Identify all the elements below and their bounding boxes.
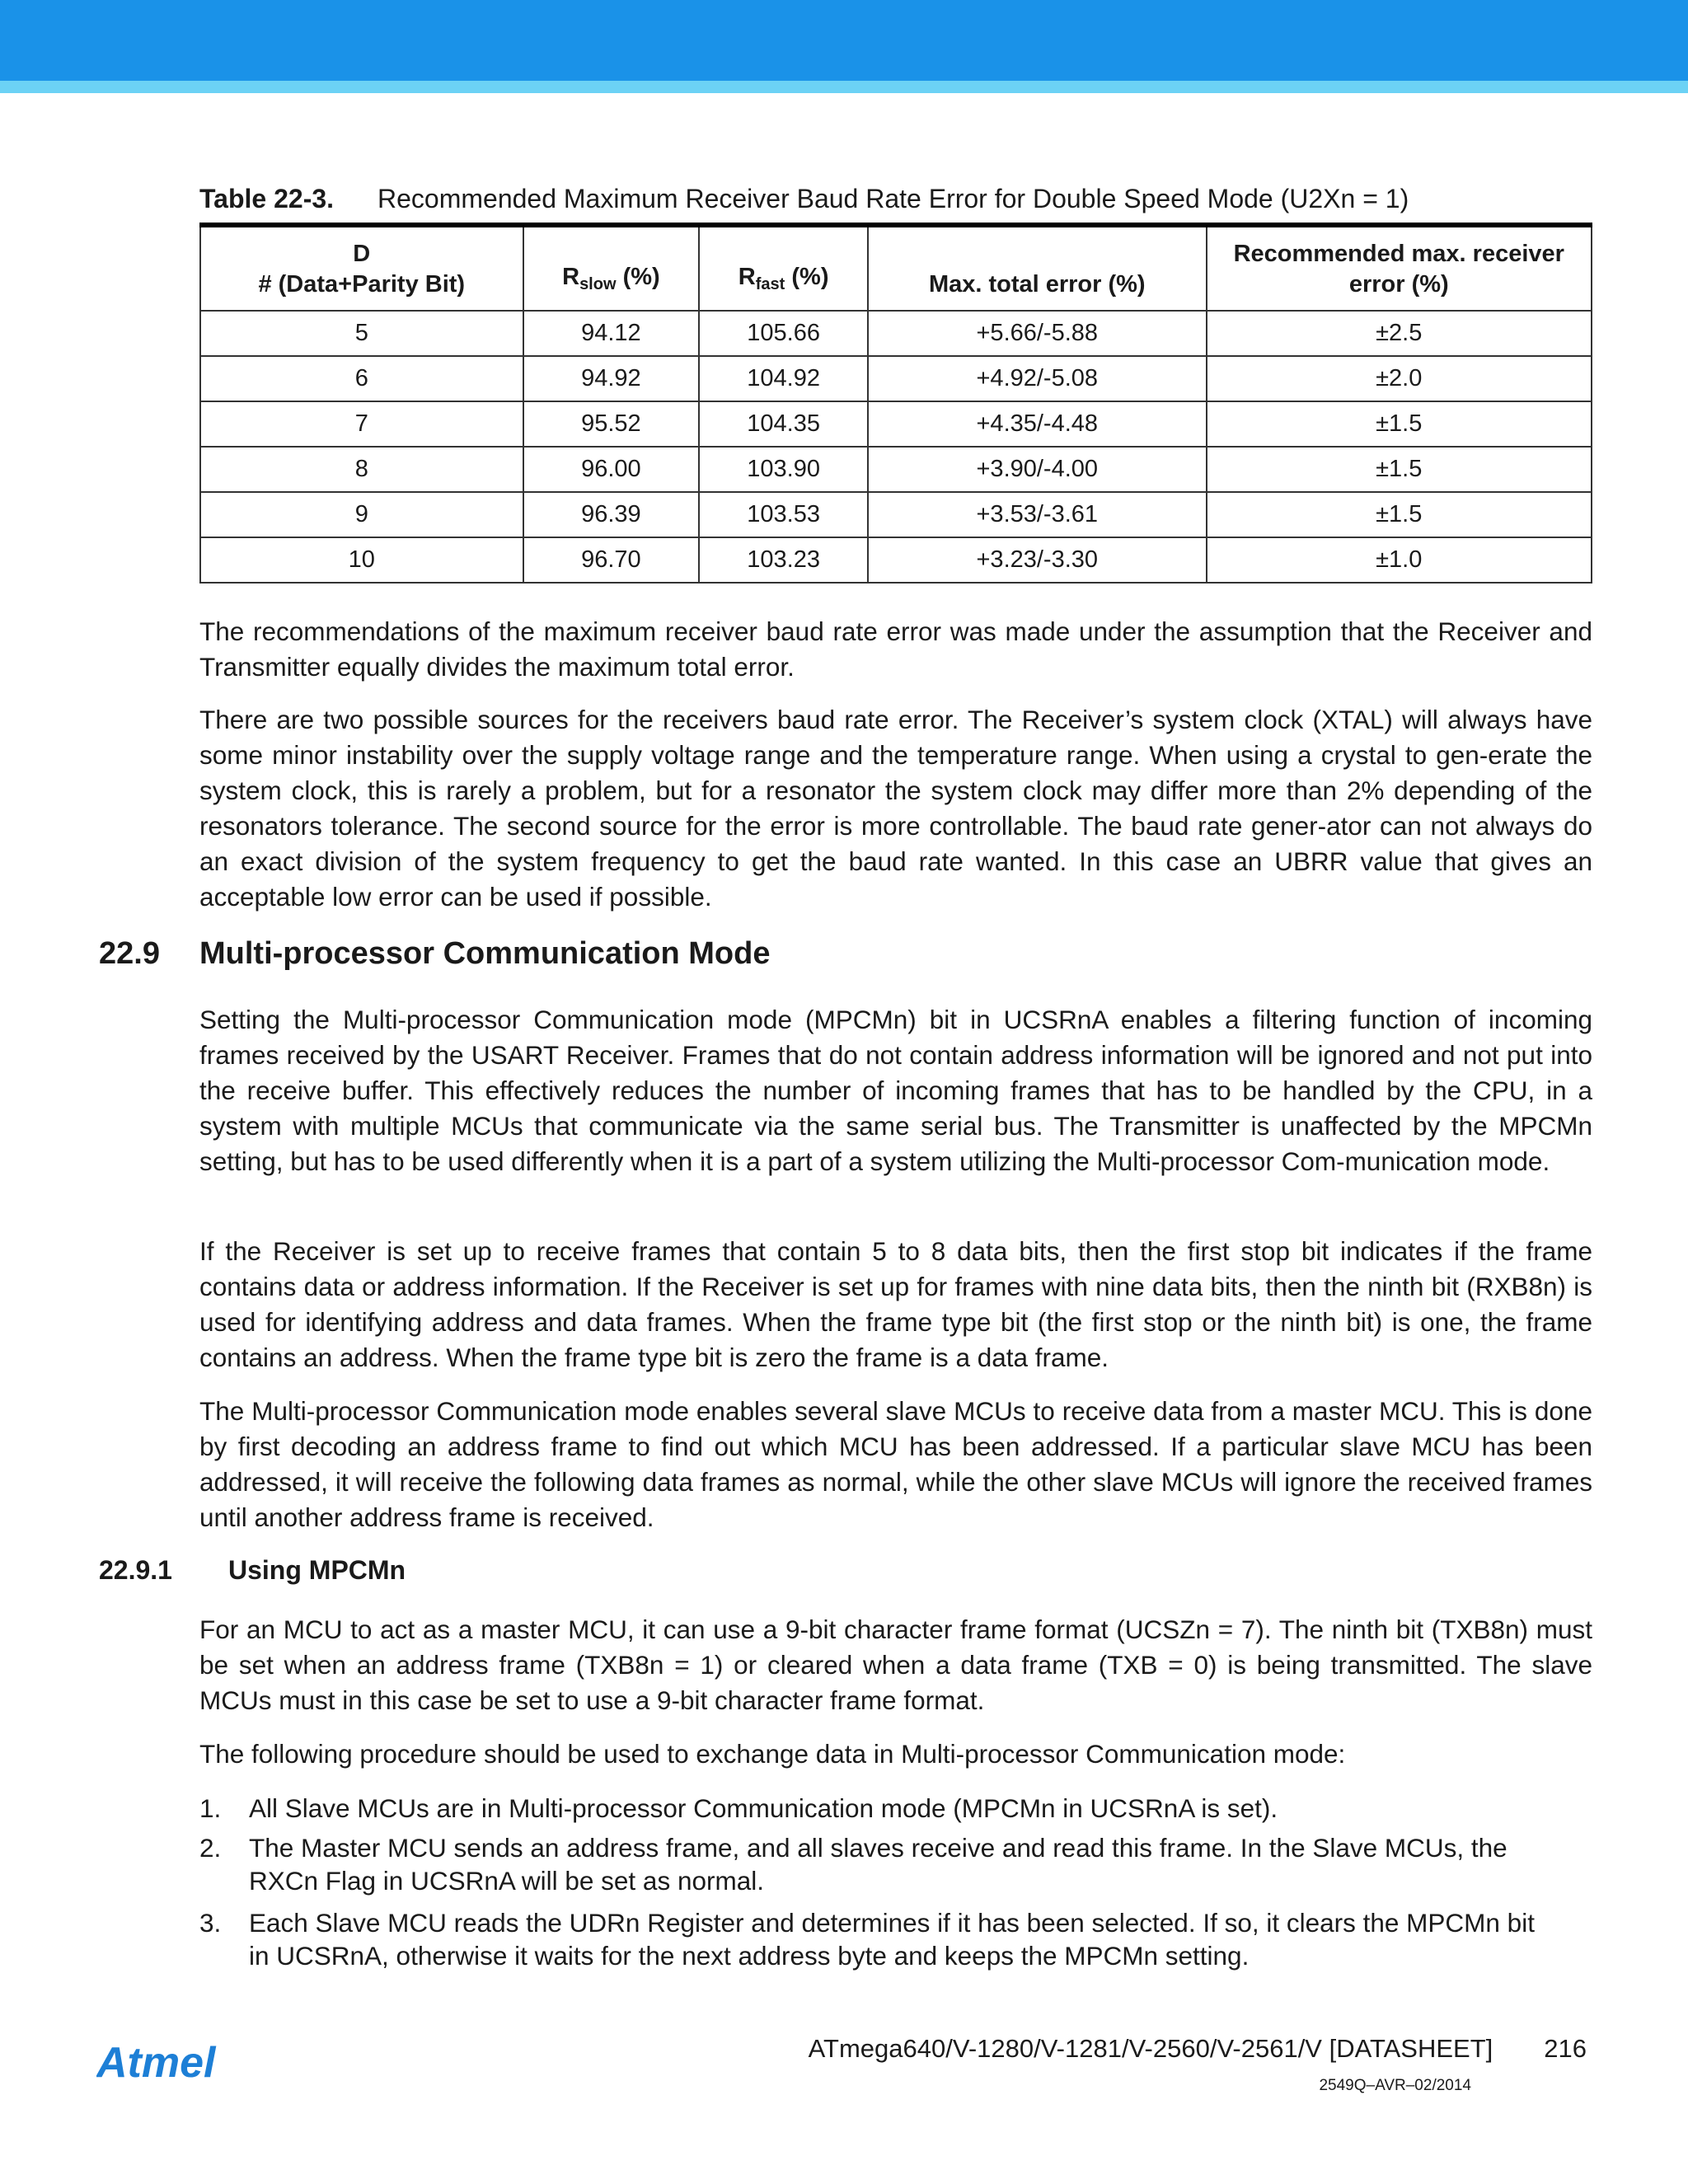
cell-rfast: 105.66 [699, 311, 868, 356]
cell-max-total: +3.90/-4.00 [868, 447, 1206, 492]
list-marker: 2. [199, 1833, 222, 1863]
paragraph-5: The Multi-processor Communication mode enables several slave MCUs to receive data from a master MCU. This is done by first decoding an address frame to find out which MCU has been addressed. If a particular slave MCU has been addressed, it will receive the following data frames as normal, while the other slave MCUs will ignore the received frames until another address frame is received. [199, 1396, 1592, 1532]
cell-rslow: 96.70 [523, 537, 700, 583]
table-number: Table 22-3. [199, 184, 335, 213]
cell-rslow: 96.39 [523, 492, 700, 537]
baud-error-table [199, 223, 1592, 583]
logo-text: Atmel [96, 2039, 216, 2087]
page-number: 216 [1544, 2034, 1587, 2063]
footer-doc-title [809, 2032, 1587, 2065]
header-rfast-unit: (%) [785, 264, 829, 290]
cell-rfast: 103.23 [699, 537, 868, 583]
header-rslow [523, 225, 700, 311]
cell-max-total: +3.53/-3.61 [868, 492, 1206, 537]
cell-recommended: ±1.5 [1207, 401, 1592, 447]
cell-d: 10 [200, 537, 523, 583]
cell-rfast: 104.35 [699, 401, 868, 447]
cell-recommended: ±2.5 [1207, 311, 1592, 356]
cell-recommended: ±1.5 [1207, 447, 1592, 492]
doc-title: ATmega640/V-1280/V-1281/V-2560/V-2561/V [DATASHEET] [808, 2034, 1493, 2063]
table-row [200, 492, 1592, 537]
list-text: The Master MCU sends an address frame, and all slaves receive and read this frame. In the Slave MCUs, the RXCn Flag in UCSRnA will be set as normal. [249, 1833, 1507, 1896]
table-caption [199, 181, 1592, 216]
header-stripe [0, 81, 1688, 93]
section-heading [99, 934, 770, 973]
list-text: All Slave MCUs are in Multi-processor Communication mode (MPCMn in UCSRnA is set). [249, 1793, 1278, 1823]
list-item [199, 1831, 1592, 1897]
header-rslow-sub: slow [579, 275, 617, 293]
subsection-number: 22.9.1 [99, 1555, 172, 1585]
header-d-line1: D [353, 241, 371, 267]
cell-max-total: +4.92/-5.08 [868, 356, 1206, 401]
cell-max-total: +5.66/-5.88 [868, 311, 1206, 356]
list-marker: 1. [199, 1793, 222, 1823]
table-caption-text: Recommended Maximum Receiver Baud Rate Error for Double Speed Mode (U2Xn = 1) [377, 184, 1409, 213]
section-number: 22.9 [99, 936, 160, 971]
section-title: Multi-processor Communication Mode [199, 936, 771, 971]
table-row [200, 356, 1592, 401]
header-rfast-main: R [738, 264, 756, 290]
subsection-title: Using MPCMn [228, 1555, 406, 1585]
table-header-row [200, 225, 1592, 311]
cell-d: 8 [200, 447, 523, 492]
header-rec-line1: Recommended max. receiver [1233, 241, 1564, 267]
header-bar [0, 0, 1688, 81]
header-rslow-unit: (%) [616, 264, 660, 290]
list-item [199, 1906, 1592, 1972]
table-row [200, 401, 1592, 447]
header-data-bits [200, 225, 523, 311]
header-d-line2: # (Data+Parity Bit) [258, 271, 466, 298]
header-rec-line2: error (%) [1348, 271, 1449, 298]
header-rfast-sub: fast [755, 275, 785, 293]
cell-rslow: 96.00 [523, 447, 700, 492]
cell-max-total: +3.23/-3.30 [868, 537, 1206, 583]
cell-max-total: +4.35/-4.48 [868, 401, 1206, 447]
footer-revision: 2549Q–AVR–02/2014 [1319, 2077, 1471, 2094]
header-max-total-error: Max. total error (%) [868, 225, 1206, 311]
cell-rfast: 103.90 [699, 447, 868, 492]
header-recommended-error [1207, 225, 1592, 311]
cell-recommended: ±2.0 [1207, 356, 1592, 401]
table-row [200, 537, 1592, 583]
list-text: Each Slave MCU reads the UDRn Register and determines if it has been selected. If so, it clears the MPCMn bit in UCSRnA, otherwise it waits for the next address byte and keeps the MPCMn setting. [249, 1908, 1535, 1971]
header-rslow-main: R [562, 264, 580, 290]
paragraph-4: If the Receiver is set up to receive frames that contain 5 to 8 data bits, then the first stop bit indicates if the frame contains data or address information. If the Receiver is set up for frames with nine data bits, then the ninth bit (RXB8n) is used for identifying address and data frames. When the frame type bit (the first stop or the ninth bit) is one, the frame contains an address. When the frame type bit is zero the frame is a data frame. [199, 1236, 1592, 1372]
subsection-heading [99, 1553, 406, 1587]
cell-rslow: 95.52 [523, 401, 700, 447]
list-marker: 3. [199, 1908, 222, 1938]
cell-rslow: 94.92 [523, 356, 700, 401]
paragraph-2: There are two possible sources for the receivers baud rate error. The Receiver’s system clock (XTAL) will always have some minor instability over the supply voltage range and the temperature range. When using a crystal to gen-erate the system clock, this is rarely a problem, but for a resonator the system clock may differ more than 2% depending of the resonators tolerance. The second source for the error is more controllable. The baud rate gener-ator can not always do an exact division of the system frequency to get the baud rate wanted. In this case an UBRR value that gives an acceptable low error can be used if possible. [199, 705, 1592, 912]
paragraph-6: For an MCU to act as a master MCU, it can use a 9-bit character frame format (UCSZn = 7). The ninth bit (TXB8n) must be set when an address frame (TXB8n = 1) or cleared when a data frame (TXB = 0) is being transmitted. The slave MCUs must in this case be set to use a 9-bit character frame format. [199, 1615, 1592, 1715]
header-rfast [699, 225, 868, 311]
cell-recommended: ±1.5 [1207, 492, 1592, 537]
list-item [199, 1792, 1592, 1825]
cell-rfast: 104.92 [699, 356, 868, 401]
paragraph-7: The following procedure should be used to exchange data in Multi-processor Communication mode: [199, 1739, 1346, 1769]
cell-rfast: 103.53 [699, 492, 868, 537]
cell-rslow: 94.12 [523, 311, 700, 356]
page-content [199, 181, 1592, 583]
table-row [200, 311, 1592, 356]
paragraph-1: The recommendations of the maximum receiver baud rate error was made under the assumption that the Receiver and Transmitter equally divides the maximum total error. [199, 616, 1592, 682]
cell-d: 9 [200, 492, 523, 537]
atmel-logo-icon [96, 2039, 241, 2088]
paragraph-3: Setting the Multi-processor Communication mode (MPCMn) bit in UCSRnA enables a filtering function of incoming frames received by the USART Receiver. Frames that do not contain address information will be ignored and not put into the receive buffer. This effectively reduces the number of incoming frames that has to be handled by the CPU, in a system with multiple MCUs that communicate via the same serial bus. The Transmitter is unaffected by the MPCMn setting, but has to be used differently when it is a part of a system utilizing the Multi-processor Com-munication mode. [199, 1005, 1592, 1176]
atmel-logo [96, 2039, 241, 2093]
cell-d: 7 [200, 401, 523, 447]
cell-d: 6 [200, 356, 523, 401]
cell-recommended: ±1.0 [1207, 537, 1592, 583]
cell-d: 5 [200, 311, 523, 356]
table-row [200, 447, 1592, 492]
